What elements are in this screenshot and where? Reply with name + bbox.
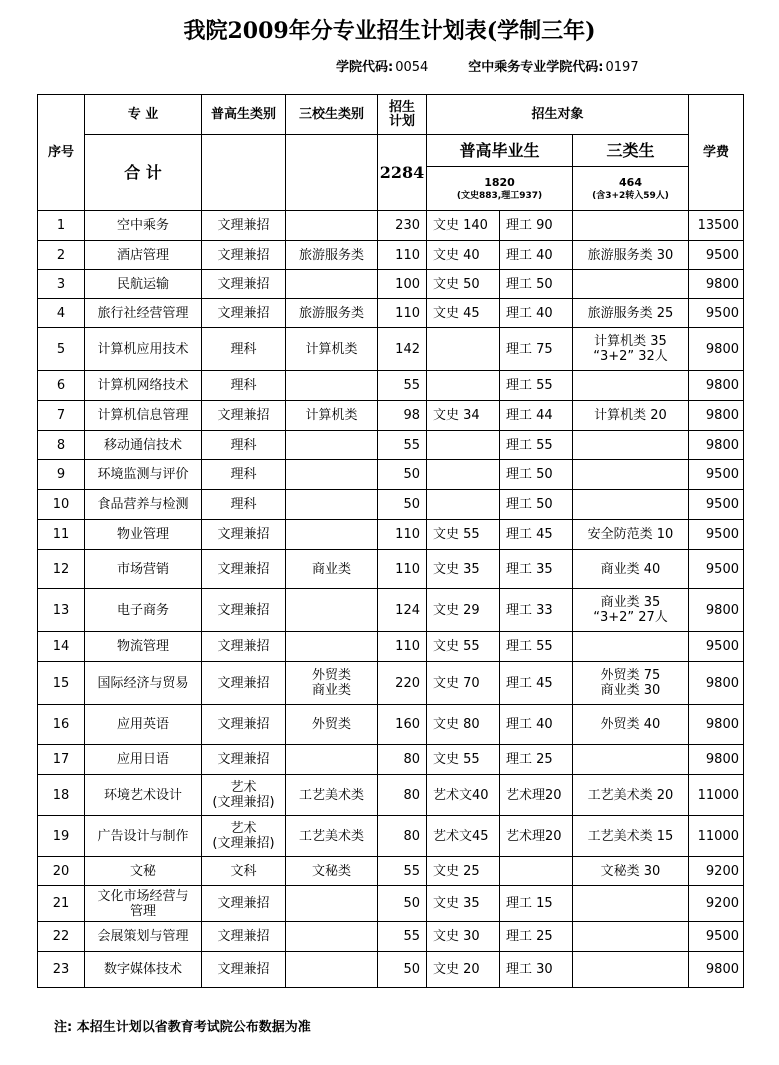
row-fee: 9500: [689, 632, 744, 662]
row-major: 食品营养与检测: [85, 490, 202, 520]
row-three-class: [573, 886, 689, 922]
row-fee: 9500: [689, 922, 744, 952]
row-seq: 9: [38, 460, 85, 490]
row-li: 理工 40: [500, 705, 573, 745]
row-li: 理工 33: [500, 589, 573, 632]
row-plan: 50: [378, 952, 427, 988]
major-code: 0197: [605, 60, 639, 75]
row-three-school-type: 工艺美术类: [286, 775, 378, 816]
row-wen: 文史 50: [427, 270, 500, 299]
row-li: 理工 55: [500, 371, 573, 401]
row-major: 计算机网络技术: [85, 371, 202, 401]
row-li: 理工 50: [500, 460, 573, 490]
row-plan: 50: [378, 886, 427, 922]
row-fee: 9500: [689, 299, 744, 328]
row-li: [500, 857, 573, 886]
row-li: 理工 90: [500, 211, 573, 241]
row-three-school-type: [286, 270, 378, 299]
row-plan: 100: [378, 270, 427, 299]
row-general-type: 文理兼招: [202, 401, 286, 431]
row-general-type: 文理兼招: [202, 952, 286, 988]
row-fee: 9800: [689, 270, 744, 299]
table-row: [38, 816, 744, 857]
table-row: [38, 952, 744, 988]
row-fee: 9200: [689, 857, 744, 886]
row-three-school-type: 外贸类 商业类: [286, 662, 378, 705]
row-major: 计算机信息管理: [85, 401, 202, 431]
row-major: 会展策划与管理: [85, 922, 202, 952]
footnote: 注: 本招生计划以省教育考试院公布数据为准: [54, 1020, 311, 1035]
row-seq: 2: [38, 241, 85, 270]
row-seq: 11: [38, 520, 85, 550]
table-row: [38, 211, 744, 241]
table-row: [38, 705, 744, 745]
table-row: [38, 460, 744, 490]
row-seq: 13: [38, 589, 85, 632]
row-general-type: 文理兼招: [202, 211, 286, 241]
row-three-class: 工艺美术类 20: [573, 775, 689, 816]
table-row: [38, 328, 744, 371]
header-general-type: 普高生类别: [202, 95, 286, 135]
row-seq: 18: [38, 775, 85, 816]
row-fee: 9500: [689, 490, 744, 520]
row-three-school-type: 外贸类: [286, 705, 378, 745]
row-fee: 13500: [689, 211, 744, 241]
row-three-school-type: [286, 371, 378, 401]
school-code: 0054: [395, 60, 429, 75]
row-fee: 9500: [689, 460, 744, 490]
table-row: [38, 745, 744, 775]
row-three-class: 商业类 35 “3+2” 27人: [573, 589, 689, 632]
major-code-label: 空中乘务专业学院代码:: [468, 60, 604, 75]
page-title: 我院2009年分专业招生计划表(学制三年): [183, 18, 596, 44]
row-wen: [427, 371, 500, 401]
three-detail: (含3+2转入59人): [592, 191, 669, 201]
row-seq: 10: [38, 490, 85, 520]
row-major: 市场营销: [85, 550, 202, 589]
school-code-label: 学院代码:: [336, 60, 394, 75]
row-three-class: 计算机类 35 “3+2” 32人: [573, 328, 689, 371]
table-row: [38, 857, 744, 886]
row-three-class: [573, 922, 689, 952]
row-wen: 文史 30: [427, 922, 500, 952]
row-li: 理工 25: [500, 745, 573, 775]
row-general-type: 理科: [202, 460, 286, 490]
row-plan: 230: [378, 211, 427, 241]
row-three-school-type: [286, 460, 378, 490]
header-target: 招生对象: [427, 95, 689, 135]
row-wen: 文史 140: [427, 211, 500, 241]
table-row: [38, 922, 744, 952]
row-seq: 20: [38, 857, 85, 886]
row-major: 数字媒体技术: [85, 952, 202, 988]
general-grad-total: [427, 167, 573, 211]
row-general-type: 文理兼招: [202, 886, 286, 922]
row-three-class: 旅游服务类 25: [573, 299, 689, 328]
table-row: [38, 241, 744, 270]
row-li: 理工 45: [500, 662, 573, 705]
row-li: 艺术理20: [500, 775, 573, 816]
row-general-type: 文理兼招: [202, 662, 286, 705]
row-plan: 110: [378, 550, 427, 589]
row-wen: 文史 35: [427, 550, 500, 589]
header-major: 专 业: [85, 95, 202, 135]
row-li: 理工 25: [500, 922, 573, 952]
row-major: 空中乘务: [85, 211, 202, 241]
row-wen: 艺术文45: [427, 816, 500, 857]
row-wen: 文史 40: [427, 241, 500, 270]
row-three-class: [573, 431, 689, 460]
row-plan: 110: [378, 241, 427, 270]
row-major: 文秘: [85, 857, 202, 886]
row-general-type: 理科: [202, 490, 286, 520]
row-major: 物业管理: [85, 520, 202, 550]
row-major: 应用英语: [85, 705, 202, 745]
row-general-type: 文科: [202, 857, 286, 886]
enrollment-plan-table: [37, 94, 744, 988]
table-row: [38, 270, 744, 299]
table-row: [38, 299, 744, 328]
row-seq: 5: [38, 328, 85, 371]
row-three-class: 计算机类 20: [573, 401, 689, 431]
row-seq: 19: [38, 816, 85, 857]
row-plan: 160: [378, 705, 427, 745]
row-fee: 9800: [689, 431, 744, 460]
row-major: 广告设计与制作: [85, 816, 202, 857]
row-major: 文化市场经营与 管理: [85, 886, 202, 922]
row-three-class: 安全防范类 10: [573, 520, 689, 550]
row-li: 理工 50: [500, 490, 573, 520]
total-general-type: [202, 135, 286, 211]
row-three-school-type: [286, 520, 378, 550]
row-seq: 14: [38, 632, 85, 662]
row-plan: 80: [378, 816, 427, 857]
row-li: 理工 50: [500, 270, 573, 299]
row-plan: 80: [378, 775, 427, 816]
row-three-class: 外贸类 75 商业类 30: [573, 662, 689, 705]
row-major: 国际经济与贸易: [85, 662, 202, 705]
row-general-type: 文理兼招: [202, 922, 286, 952]
row-three-class: 外贸类 40: [573, 705, 689, 745]
row-wen: 文史 34: [427, 401, 500, 431]
row-three-school-type: [286, 886, 378, 922]
row-three-school-type: 商业类: [286, 550, 378, 589]
row-wen: [427, 328, 500, 371]
row-seq: 23: [38, 952, 85, 988]
row-plan: 220: [378, 662, 427, 705]
row-fee: 9800: [689, 589, 744, 632]
row-general-type: 理科: [202, 328, 286, 371]
row-general-type: 文理兼招: [202, 270, 286, 299]
row-three-class: 工艺美术类 15: [573, 816, 689, 857]
row-three-class: 旅游服务类 30: [573, 241, 689, 270]
table-row: [38, 632, 744, 662]
general-detail: (文史883,理工937): [456, 191, 543, 201]
total-label: 合 计: [85, 135, 202, 211]
row-general-type: 文理兼招: [202, 589, 286, 632]
row-three-class: 文秘类 30: [573, 857, 689, 886]
row-seq: 22: [38, 922, 85, 952]
row-wen: 艺术文40: [427, 775, 500, 816]
row-li: 理工 55: [500, 431, 573, 460]
row-wen: 文史 29: [427, 589, 500, 632]
row-wen: 文史 25: [427, 857, 500, 886]
header-three-school-type: 三校生类别: [286, 95, 378, 135]
row-three-class: [573, 745, 689, 775]
table-row: [38, 775, 744, 816]
row-general-type: 文理兼招: [202, 550, 286, 589]
row-three-class: [573, 371, 689, 401]
table-row: [38, 589, 744, 632]
row-plan: 55: [378, 371, 427, 401]
header-three-class: 三类生: [573, 135, 689, 167]
row-three-school-type: 计算机类: [286, 401, 378, 431]
row-plan: 98: [378, 401, 427, 431]
row-three-school-type: 旅游服务类: [286, 299, 378, 328]
row-fee: 9500: [689, 241, 744, 270]
row-major: 环境监测与评价: [85, 460, 202, 490]
row-plan: 55: [378, 431, 427, 460]
row-plan: 124: [378, 589, 427, 632]
row-three-class: [573, 460, 689, 490]
row-plan: 80: [378, 745, 427, 775]
row-seq: 7: [38, 401, 85, 431]
row-li: 理工 55: [500, 632, 573, 662]
row-li: 理工 35: [500, 550, 573, 589]
row-plan: 55: [378, 922, 427, 952]
row-wen: 文史 70: [427, 662, 500, 705]
row-wen: [427, 431, 500, 460]
row-fee: 9800: [689, 745, 744, 775]
header-fee: 学费: [689, 95, 744, 211]
row-three-class: [573, 211, 689, 241]
row-general-type: 文理兼招: [202, 520, 286, 550]
three-class-total: [573, 167, 689, 211]
table-row: [38, 662, 744, 705]
row-seq: 4: [38, 299, 85, 328]
table-row: [38, 550, 744, 589]
row-seq: 1: [38, 211, 85, 241]
row-three-class: [573, 270, 689, 299]
row-seq: 17: [38, 745, 85, 775]
row-wen: 文史 55: [427, 520, 500, 550]
row-li: 理工 40: [500, 299, 573, 328]
row-fee: 9800: [689, 401, 744, 431]
row-three-class: [573, 632, 689, 662]
row-seq: 12: [38, 550, 85, 589]
row-li: 理工 45: [500, 520, 573, 550]
row-three-school-type: [286, 632, 378, 662]
row-major: 计算机应用技术: [85, 328, 202, 371]
row-wen: 文史 45: [427, 299, 500, 328]
row-three-school-type: [286, 922, 378, 952]
row-general-type: 艺术 (文理兼招): [202, 775, 286, 816]
row-plan: 110: [378, 632, 427, 662]
row-three-class: [573, 952, 689, 988]
row-major: 环境艺术设计: [85, 775, 202, 816]
row-li: 理工 15: [500, 886, 573, 922]
row-fee: 9800: [689, 371, 744, 401]
table-row: [38, 490, 744, 520]
total-value: 2284: [378, 135, 427, 211]
row-major: 旅行社经营管理: [85, 299, 202, 328]
row-major: 应用日语: [85, 745, 202, 775]
row-general-type: 文理兼招: [202, 299, 286, 328]
row-wen: 文史 55: [427, 745, 500, 775]
row-three-school-type: [286, 211, 378, 241]
row-major: 电子商务: [85, 589, 202, 632]
row-fee: 11000: [689, 816, 744, 857]
row-three-school-type: [286, 490, 378, 520]
row-li: 理工 40: [500, 241, 573, 270]
row-general-type: 理科: [202, 431, 286, 460]
row-li: 艺术理20: [500, 816, 573, 857]
row-general-type: 艺术 (文理兼招): [202, 816, 286, 857]
row-general-type: 文理兼招: [202, 745, 286, 775]
school-codes: [336, 56, 679, 75]
row-general-type: 文理兼招: [202, 241, 286, 270]
row-plan: 110: [378, 520, 427, 550]
row-three-class: 商业类 40: [573, 550, 689, 589]
row-major: 移动通信技术: [85, 431, 202, 460]
row-three-school-type: [286, 431, 378, 460]
row-seq: 15: [38, 662, 85, 705]
row-three-school-type: 文秘类: [286, 857, 378, 886]
table-row: [38, 886, 744, 922]
row-general-type: 理科: [202, 371, 286, 401]
row-wen: [427, 460, 500, 490]
row-li: 理工 44: [500, 401, 573, 431]
row-wen: 文史 20: [427, 952, 500, 988]
row-seq: 8: [38, 431, 85, 460]
row-fee: 9500: [689, 520, 744, 550]
row-major: 酒店管理: [85, 241, 202, 270]
header-plan: 招生计划: [378, 95, 427, 135]
row-major: 物流管理: [85, 632, 202, 662]
row-fee: 9200: [689, 886, 744, 922]
total-three-school-type: [286, 135, 378, 211]
row-li: 理工 30: [500, 952, 573, 988]
table-row: [38, 371, 744, 401]
row-plan: 142: [378, 328, 427, 371]
row-general-type: 文理兼招: [202, 632, 286, 662]
row-three-school-type: 工艺美术类: [286, 816, 378, 857]
row-three-school-type: [286, 745, 378, 775]
row-plan: 55: [378, 857, 427, 886]
row-three-school-type: 旅游服务类: [286, 241, 378, 270]
row-three-school-type: [286, 589, 378, 632]
row-seq: 16: [38, 705, 85, 745]
row-seq: 21: [38, 886, 85, 922]
row-seq: 6: [38, 371, 85, 401]
row-three-class: [573, 490, 689, 520]
row-fee: 9500: [689, 550, 744, 589]
row-three-school-type: 计算机类: [286, 328, 378, 371]
row-fee: 9800: [689, 952, 744, 988]
row-plan: 50: [378, 490, 427, 520]
table-row: [38, 431, 744, 460]
header-general-grad: 普高毕业生: [427, 135, 573, 167]
general-total: 1820: [484, 176, 515, 189]
row-general-type: 文理兼招: [202, 705, 286, 745]
row-major: 民航运输: [85, 270, 202, 299]
row-seq: 3: [38, 270, 85, 299]
row-wen: 文史 55: [427, 632, 500, 662]
three-total: 464: [619, 176, 642, 189]
table-row: [38, 520, 744, 550]
row-wen: 文史 35: [427, 886, 500, 922]
row-wen: [427, 490, 500, 520]
table-row: [38, 401, 744, 431]
row-plan: 110: [378, 299, 427, 328]
row-three-school-type: [286, 952, 378, 988]
row-fee: 9800: [689, 328, 744, 371]
row-fee: 9800: [689, 662, 744, 705]
row-wen: 文史 80: [427, 705, 500, 745]
header-seq: 序号: [38, 95, 85, 211]
row-fee: 11000: [689, 775, 744, 816]
row-plan: 50: [378, 460, 427, 490]
row-li: 理工 75: [500, 328, 573, 371]
row-fee: 9800: [689, 705, 744, 745]
